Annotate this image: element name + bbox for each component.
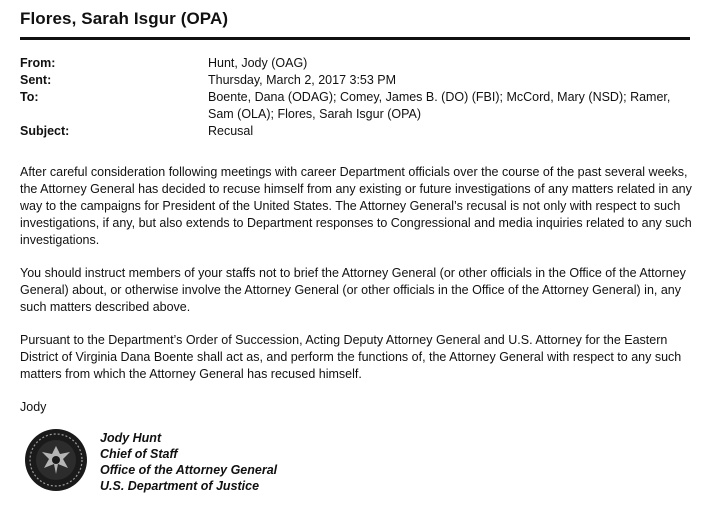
body-paragraph-3: Pursuant to the Department’s Order of Succession, Acting Deputy Attorney General and U.S. Attorney for the Eastern District of Virginia Dana Boente shall act as, and perform the functions of, the Attorney General with respect to any such matters from which the Attorney General has recused himself. [20,333,682,381]
email-owner-title: Flores, Sarah Isgur (OPA) [20,9,229,28]
doj-seal-icon [24,428,88,492]
subject-value: Recusal [208,124,254,138]
sent-value: Thursday, March 2, 2017 3:53 PM [208,73,397,87]
title-rule [20,37,690,40]
signature-title: Chief of Staff [100,447,178,461]
to-value: Boente, Dana (ODAG); Comey, James B. (DO) (FBI); McCord, Mary (NSD); Ramer, Sam (OLA); Flores, Sarah Isgur (OPA) [208,90,671,121]
body-paragraph-2: You should instruct members of your staffs not to brief the Attorney General (or other officials in the Office of the Attorney General) about, or otherwise involve the Attorney General (or other officials in the Office of the Attorney General) in, any such matters described above. [20,266,686,314]
signature-block [100,430,277,494]
signature-department: U.S. Department of Justice [100,479,260,493]
signature-office: Office of the Attorney General [100,463,278,477]
body-paragraph-1: After careful consideration following meetings with career Department officials over the course of the past several weeks, the Attorney General has decided to recuse himself from any existing or future investigations of any matters related in any way to the campaigns for President of the United States. The Attorney General’s recusal is not only with respect to such investigations, if any, but also extends to Department responses to Congressional and media inquiries related to any such investigations. [20,165,692,247]
subject-label: Subject: [20,124,70,138]
to-label: To: [20,90,39,104]
sent-label: Sent: [20,73,52,87]
from-value: Hunt, Jody (OAG) [208,56,308,70]
from-label: From: [20,56,56,70]
signature-name: Jody Hunt [100,431,162,445]
body-signoff: Jody [20,400,47,414]
